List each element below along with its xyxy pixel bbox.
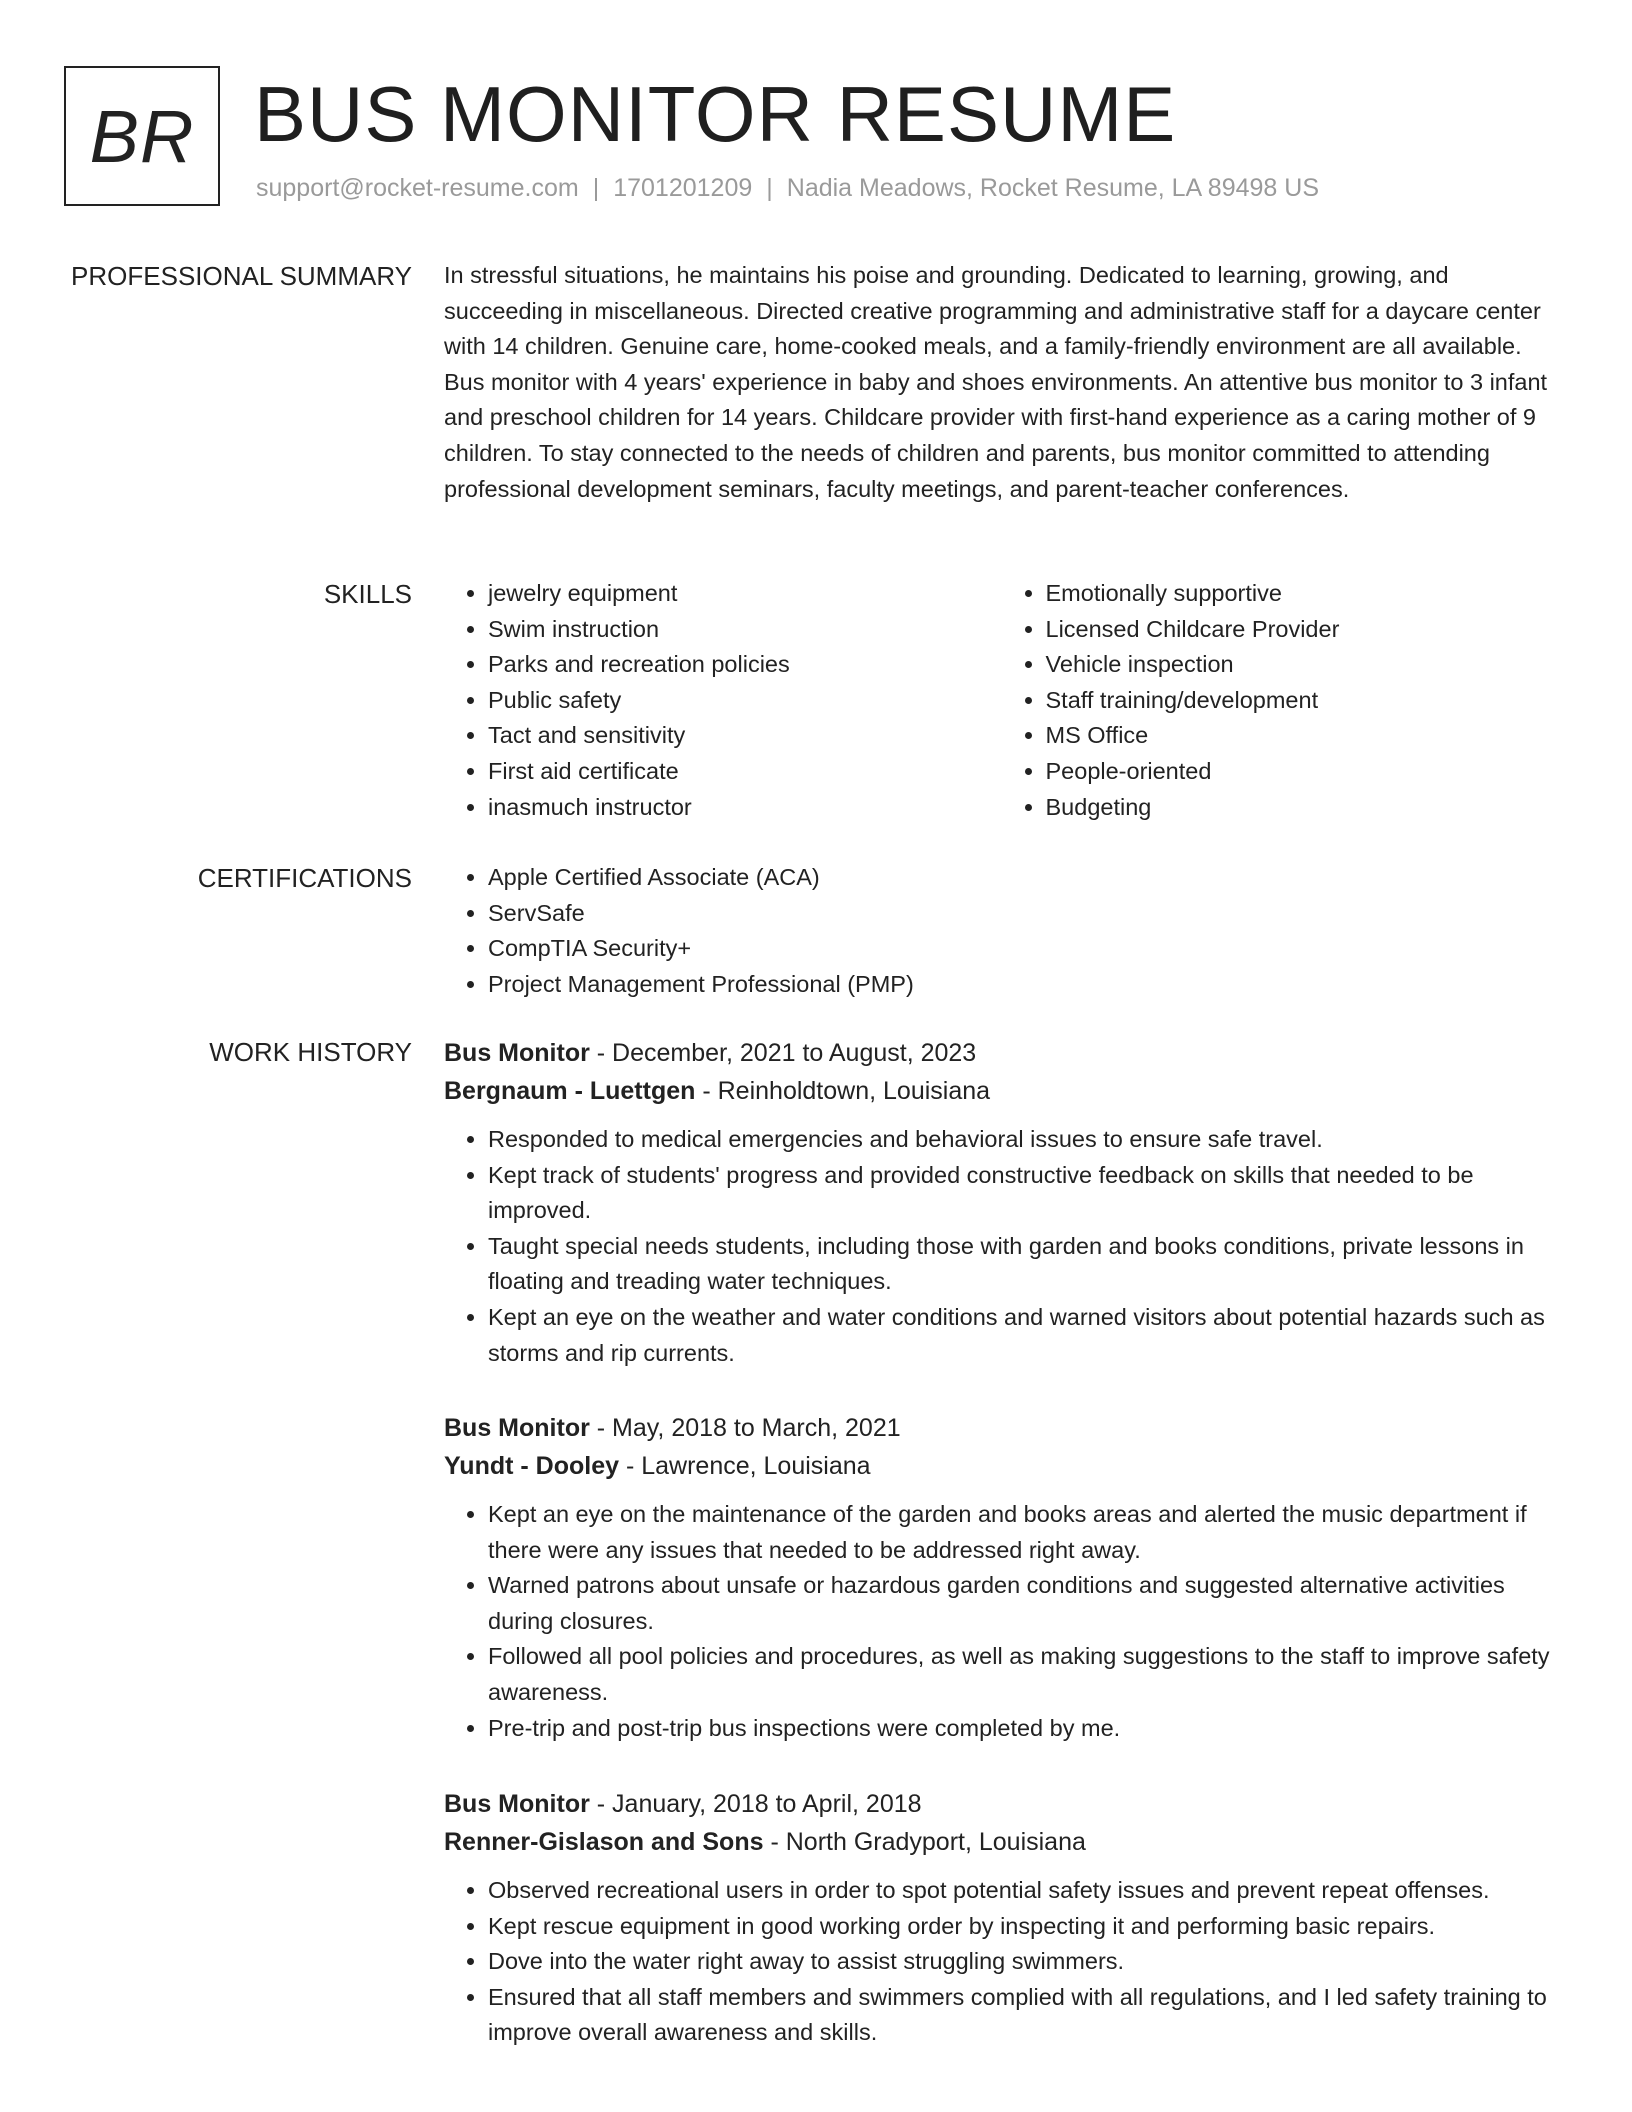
summary-text: In stressful situations, he maintains his poise and grounding. Dedicated to learning, growing, and succeeding in miscellaneous. Directed creative programming and administrative staff for a daycare center with 14 children. Genuine care, home-cooked meals, and a family-friendly environment are all available. Bus monitor with 4 years' experience in baby and shoes environments. An attentive bus monitor to 3 infant and preschool children for 14 years. Childcare provider with first-hand experience as a caring mother of 9 children. To stay connected to the needs of children and parents, bus monitor committed to attending professional development seminars, faculty meetings, and parent-teacher conferences. <box>444 262 1548 502</box>
job-dates: - January, 2018 to April, 2018 <box>596 1790 922 1818</box>
certifications-list <box>444 860 1559 1002</box>
skill-item: • Licensed Childcare Provider <box>1046 612 1560 648</box>
job-duty-item: • Pre-trip and post-trip bus inspections were completed by me. <box>488 1711 1559 1747</box>
job-location: - North Gradyport, Louisiana <box>770 1828 1086 1856</box>
skill-item: • Tact and sensitivity <box>488 718 1002 754</box>
contact-separator: | <box>766 174 773 202</box>
job-title-line <box>444 1785 1559 1823</box>
monogram: BR <box>64 66 220 206</box>
job-duty-item: • Observed recreational users in order to spot potential safety issues and prevent repeat offenses. <box>488 1873 1559 1909</box>
job-duty-item: • Dove into the water right away to assist struggling swimmers. <box>488 1944 1559 1980</box>
certification-item: • Apple Certified Associate (ACA) <box>488 860 1559 896</box>
skill-item: • First aid certificate <box>488 754 1002 790</box>
job-company-line <box>444 1447 1559 1485</box>
job-duty-item: • Kept an eye on the maintenance of the garden and books areas and alerted the music department if there were any issues that needed to be addressed right away. <box>488 1497 1559 1568</box>
contact-phone: 1701201209 <box>613 174 753 202</box>
job-company: Yundt - Dooley <box>444 1452 619 1480</box>
contact-separator: | <box>592 174 600 202</box>
summary-heading: PROFESSIONAL SUMMARY <box>71 261 412 291</box>
job-duty-item: • Kept rescue equipment in good working order by inspecting it and performing basic repairs. <box>488 1909 1559 1945</box>
contact-email: support@rocket-resume.com <box>256 174 579 202</box>
skill-item: • Swim instruction <box>488 612 1002 648</box>
job-location: - Reinholdtown, Louisiana <box>702 1077 991 1105</box>
job-duty-item: • Responded to medical emergencies and behavioral issues to ensure safe travel. <box>488 1122 1559 1158</box>
job-company-line <box>444 1072 1559 1110</box>
skill-item: • People-oriented <box>1046 754 1560 790</box>
job-duty-item: • Kept track of students' progress and provided constructive feedback on skills that needed to be improved. <box>488 1158 1559 1229</box>
skill-item: • Emotionally supportive <box>1046 576 1560 612</box>
job-duty-item: • Followed all pool policies and procedures, as well as making suggestions to the staff to improve safety awareness. <box>488 1639 1559 1710</box>
skill-item: • Staff training/development <box>1046 683 1560 719</box>
certifications-body <box>444 860 1559 1002</box>
job-title: Bus Monitor <box>444 1790 590 1818</box>
certification-item: • CompTIA Security+ <box>488 931 1559 967</box>
job-duties-list <box>444 1122 1559 1371</box>
job-entry <box>444 1409 1559 1746</box>
contact-address: Nadia Meadows, Rocket Resume, LA 89498 US <box>786 174 1319 202</box>
job-duty-item: • Warned patrons about unsafe or hazardous garden conditions and suggested alternative activities during closures. <box>488 1568 1559 1639</box>
skill-item: • jewelry equipment <box>488 576 1002 612</box>
job-title: Bus Monitor <box>444 1414 590 1442</box>
job-company-line <box>444 1823 1559 1861</box>
job-location: - Lawrence, Louisiana <box>625 1452 871 1480</box>
work-history-heading: WORK HISTORY <box>209 1037 412 1067</box>
job-dates: - December, 2021 to August, 2023 <box>596 1039 977 1067</box>
skills-grid <box>444 576 1559 825</box>
job-company: Bergnaum - Luettgen <box>444 1077 696 1105</box>
certification-item: • ServSafe <box>488 896 1559 932</box>
job-duty-item: • Kept an eye on the weather and water conditions and warned visitors about potential hazards such as storms and rip currents. <box>488 1300 1559 1371</box>
summary-body <box>444 258 1559 507</box>
skill-item: • Parks and recreation policies <box>488 647 1002 683</box>
job-duty-item: • Ensured that all staff members and swimmers complied with all regulations, and I led safety training to improve overall awareness and skills. <box>488 1980 1559 2051</box>
skill-item: • inasmuch instructor <box>488 790 1002 826</box>
page-title: BUS MONITOR RESUME <box>254 70 1177 158</box>
job-entry <box>444 1034 1559 1371</box>
job-title: Bus Monitor <box>444 1039 590 1067</box>
skills-list-left <box>444 576 1002 825</box>
job-duties-list <box>444 1497 1559 1746</box>
skill-item: • Public safety <box>488 683 1002 719</box>
job-title-line <box>444 1409 1559 1447</box>
skill-item: • MS Office <box>1046 718 1560 754</box>
job-title-line <box>444 1034 1559 1072</box>
skill-item: • Budgeting <box>1046 790 1560 826</box>
certification-item: • Project Management Professional (PMP) <box>488 967 1559 1003</box>
skill-item: • Vehicle inspection <box>1046 647 1560 683</box>
job-company: Renner-Gislason and Sons <box>444 1828 764 1856</box>
job-dates: - May, 2018 to March, 2021 <box>596 1414 901 1442</box>
skills-list-right <box>1002 576 1560 825</box>
job-duties-list <box>444 1873 1559 2051</box>
skills-body <box>444 576 1559 825</box>
job-duty-item: • Taught special needs students, including those with garden and books conditions, private lessons in floating and treading water techniques. <box>488 1229 1559 1300</box>
job-entry <box>444 1785 1559 2051</box>
skills-heading: SKILLS <box>323 579 412 609</box>
certifications-heading: CERTIFICATIONS <box>197 863 412 893</box>
contact-line <box>256 174 1319 203</box>
resume-header <box>64 64 1572 214</box>
